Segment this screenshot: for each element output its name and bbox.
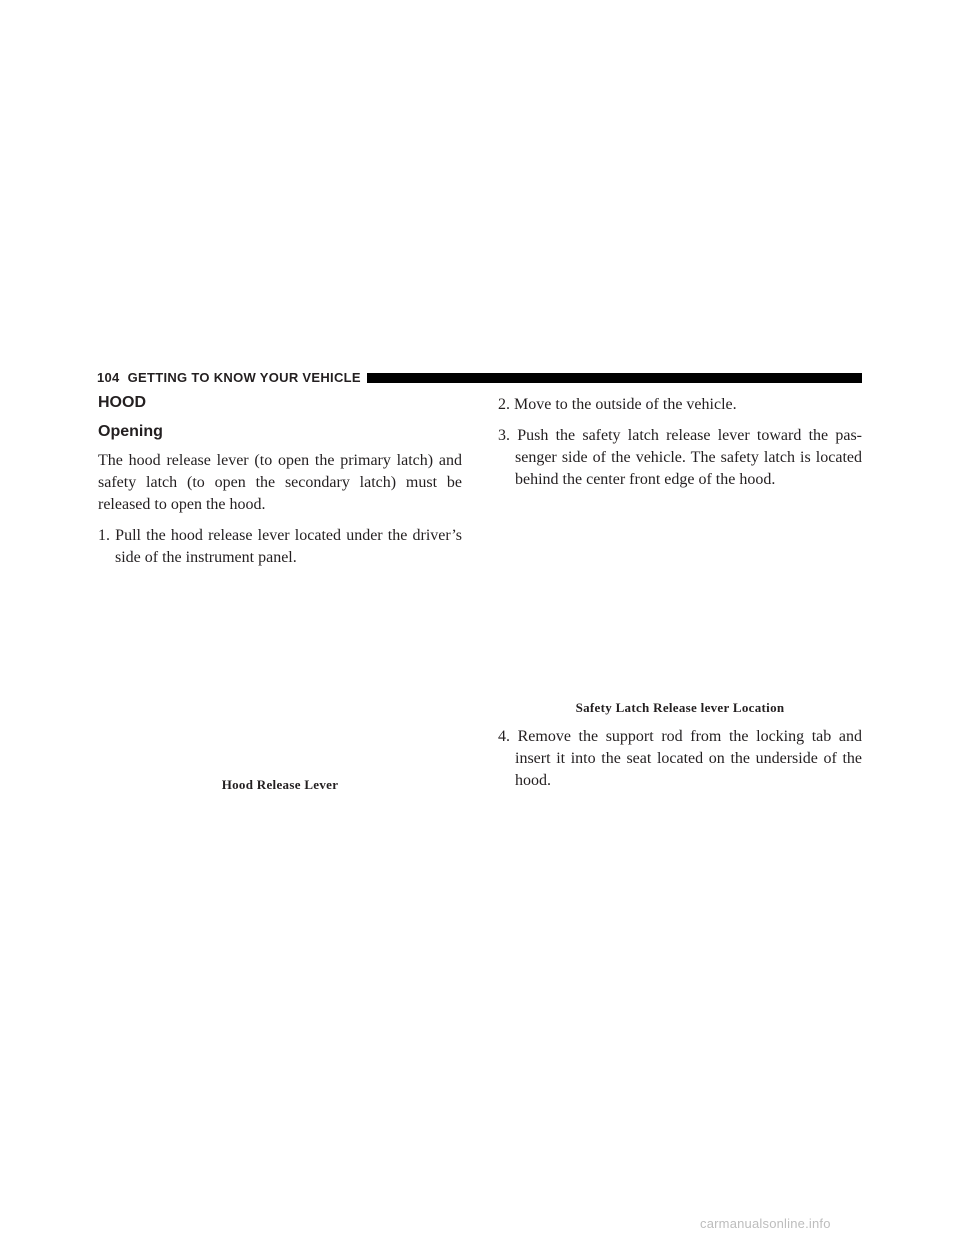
page-number: 104 xyxy=(97,369,120,385)
intro-paragraph: The hood release lever (to open the primary latch) and safety latch (to open the secondary latch) must be released to open the hood. xyxy=(98,452,462,513)
step-3: 3. Push the safety latch release lever toward the pas-senger side of the vehicle. The safety latch is located behind the center front edge of the hood. xyxy=(498,427,862,488)
page-header xyxy=(97,366,862,388)
figure-caption-safety-latch: Safety Latch Release lever Location xyxy=(575,700,785,715)
header-rule xyxy=(367,373,862,383)
right-column xyxy=(498,392,862,792)
step-2: 2. Move to the outside of the vehicle. xyxy=(498,396,737,413)
safety-latch-figure xyxy=(498,491,862,716)
left-column xyxy=(98,392,462,793)
site-watermark: carmanualsonline.info xyxy=(700,1216,831,1231)
section-title: GETTING TO KNOW YOUR VEHICLE xyxy=(127,369,361,385)
subsection-heading: Opening xyxy=(98,423,163,440)
section-heading: HOOD xyxy=(98,394,146,411)
step-4: 4. Remove the support rod from the locking tab and insert it into the seat located on the underside of the hood. xyxy=(498,728,862,789)
figure-caption-hood-release: Hood Release Lever xyxy=(221,777,339,792)
step-1: 1. Pull the hood release lever located under the driver’s side of the instrument panel. xyxy=(98,527,462,566)
hood-release-lever-figure xyxy=(98,573,462,793)
